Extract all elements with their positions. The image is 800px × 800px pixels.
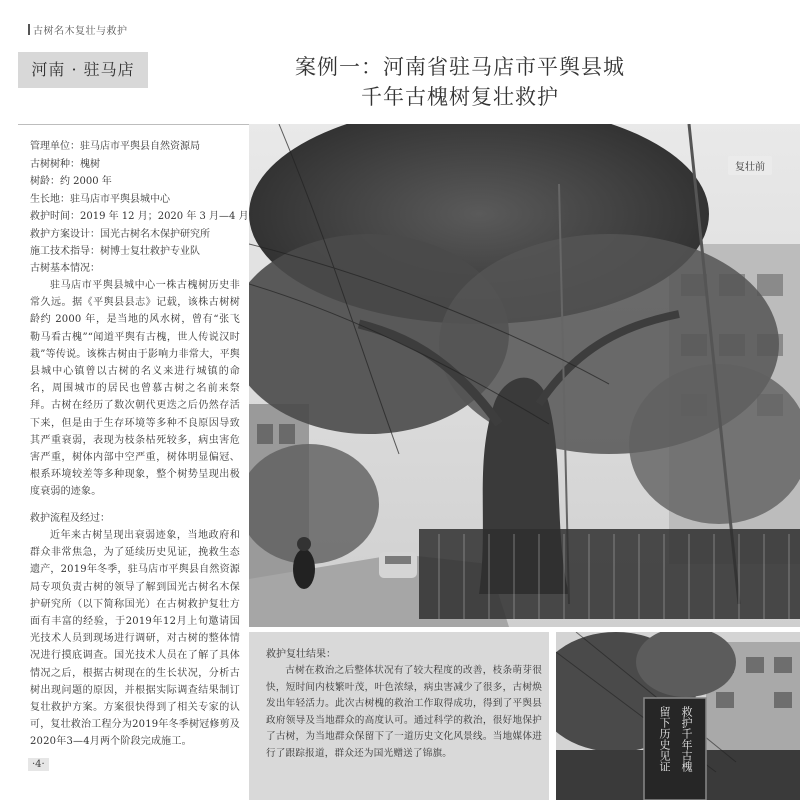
process-text: 近年来古树呈现出衰弱迹象，当地政府和群众非常焦急，为了延续历史见证，挽救生态遗产，2019年冬季，驻马店市平舆县自然资源局专项负责古树的领导了解到国光古树名木保护研究所（以下简称国光）在古树救护复壮方面有丰富的经验，于2019年12月上旬邀请国光技术人员到现场进行调研，对古树的整体情况进行摸底调查。国光技术人员在了解了具体情况之后，根据古树现在的生长状况，分析古树出现问题的原因，并根据实际调查结果制订复壮救护方案。方案很快得到了相关专家的认可，复壮救治工程分为2019年冬季树冠修剪及2020年3—4月两个阶段完成施工。: [30, 530, 240, 748]
info-location: 生长地：驻马店市平舆县城中心: [30, 193, 170, 205]
basic-heading: 古树基本情况：: [30, 263, 100, 274]
section-result: [266, 646, 542, 763]
section-basic: [30, 260, 240, 501]
info-tech-guidance: 施工技术指导：树博士复壮救护专业队: [30, 246, 200, 257]
title-line-1: 案例一：河南省驻马店市平舆县城: [295, 55, 625, 79]
info-plan-design: 救护方案设计：国光古树名木保护研究所: [30, 228, 210, 240]
photo-banner: [556, 632, 800, 800]
before-badge: 复壮前: [728, 156, 772, 175]
running-head-bar: [28, 24, 30, 35]
title-line-2: 千年古槐树复壮救护: [361, 85, 559, 109]
photo-before-restoration: [249, 124, 800, 627]
info-block: [30, 138, 248, 261]
region-tag: 河南 · 驻马店: [18, 52, 148, 88]
info-species: 古树树种：槐树: [30, 158, 100, 170]
running-head: [28, 22, 128, 37]
banner-text-col-2: 留下历史见证: [658, 706, 671, 772]
page-title: [230, 52, 690, 112]
basic-text: 驻马店市平舆县城中心一株古槐树历史非常久远。据《平舆县县志》记载，该株古树树龄约 2000 年，是当地的风水树，曾有“张飞勒马看古槐”“闻道平舆有古槐，世人传说汉时栽”等传说。该株古树由于影响力非常大，平舆县城中心镇曾以古树的名义来进行城镇的命名，周围城市的居民也曾慕古树之名前来祭拜。古树在经历了数次朝代更迭之后仍然存活下来，但是由于生存环境等多种不良原因导致其严重衰弱，表现为枝条枯死较多，病虫害危害严重，树体内部中空严重，树体明显偏冠、根系环境较差等多种现象，整个树势呈现出极度衰弱的迹象。: [30, 280, 240, 498]
info-rescue-time: 救护时间：2019 年 12 月；2020 年 3 月—4 月: [30, 211, 249, 222]
section-process: [30, 510, 240, 751]
result-text: 古树在救治之后整体状况有了较大程度的改善，枝条萌芽很快，短时间内枝繁叶茂，叶色浓绿，病虫害减少了很多，古树焕发出年轻活力。此次古树槐的救治工作取得成功，得到了平舆县政府领导及当地群众的高度认可。通过科学的救治，很好地保护了古树，为当地群众保留下了一道历史文化风景线。当地媒体进行了跟踪报道，群众还为国光赠送了锦旗。: [266, 665, 542, 759]
running-head-text: 古树名木复壮与救护: [33, 26, 128, 37]
banner-text-col-1: 救护千年古槐: [680, 706, 693, 772]
banner-photo-illustration: [556, 632, 800, 800]
page-number: ·4·: [28, 758, 49, 771]
result-heading: 救护复壮结果：: [266, 649, 336, 660]
info-management-unit: 管理单位：驻马店市平舆县自然资源局: [30, 141, 200, 152]
info-age: 树龄：约 2000 年: [30, 176, 112, 187]
process-heading: 救护流程及经过：: [30, 513, 110, 524]
tree-photo-illustration: [249, 124, 800, 627]
